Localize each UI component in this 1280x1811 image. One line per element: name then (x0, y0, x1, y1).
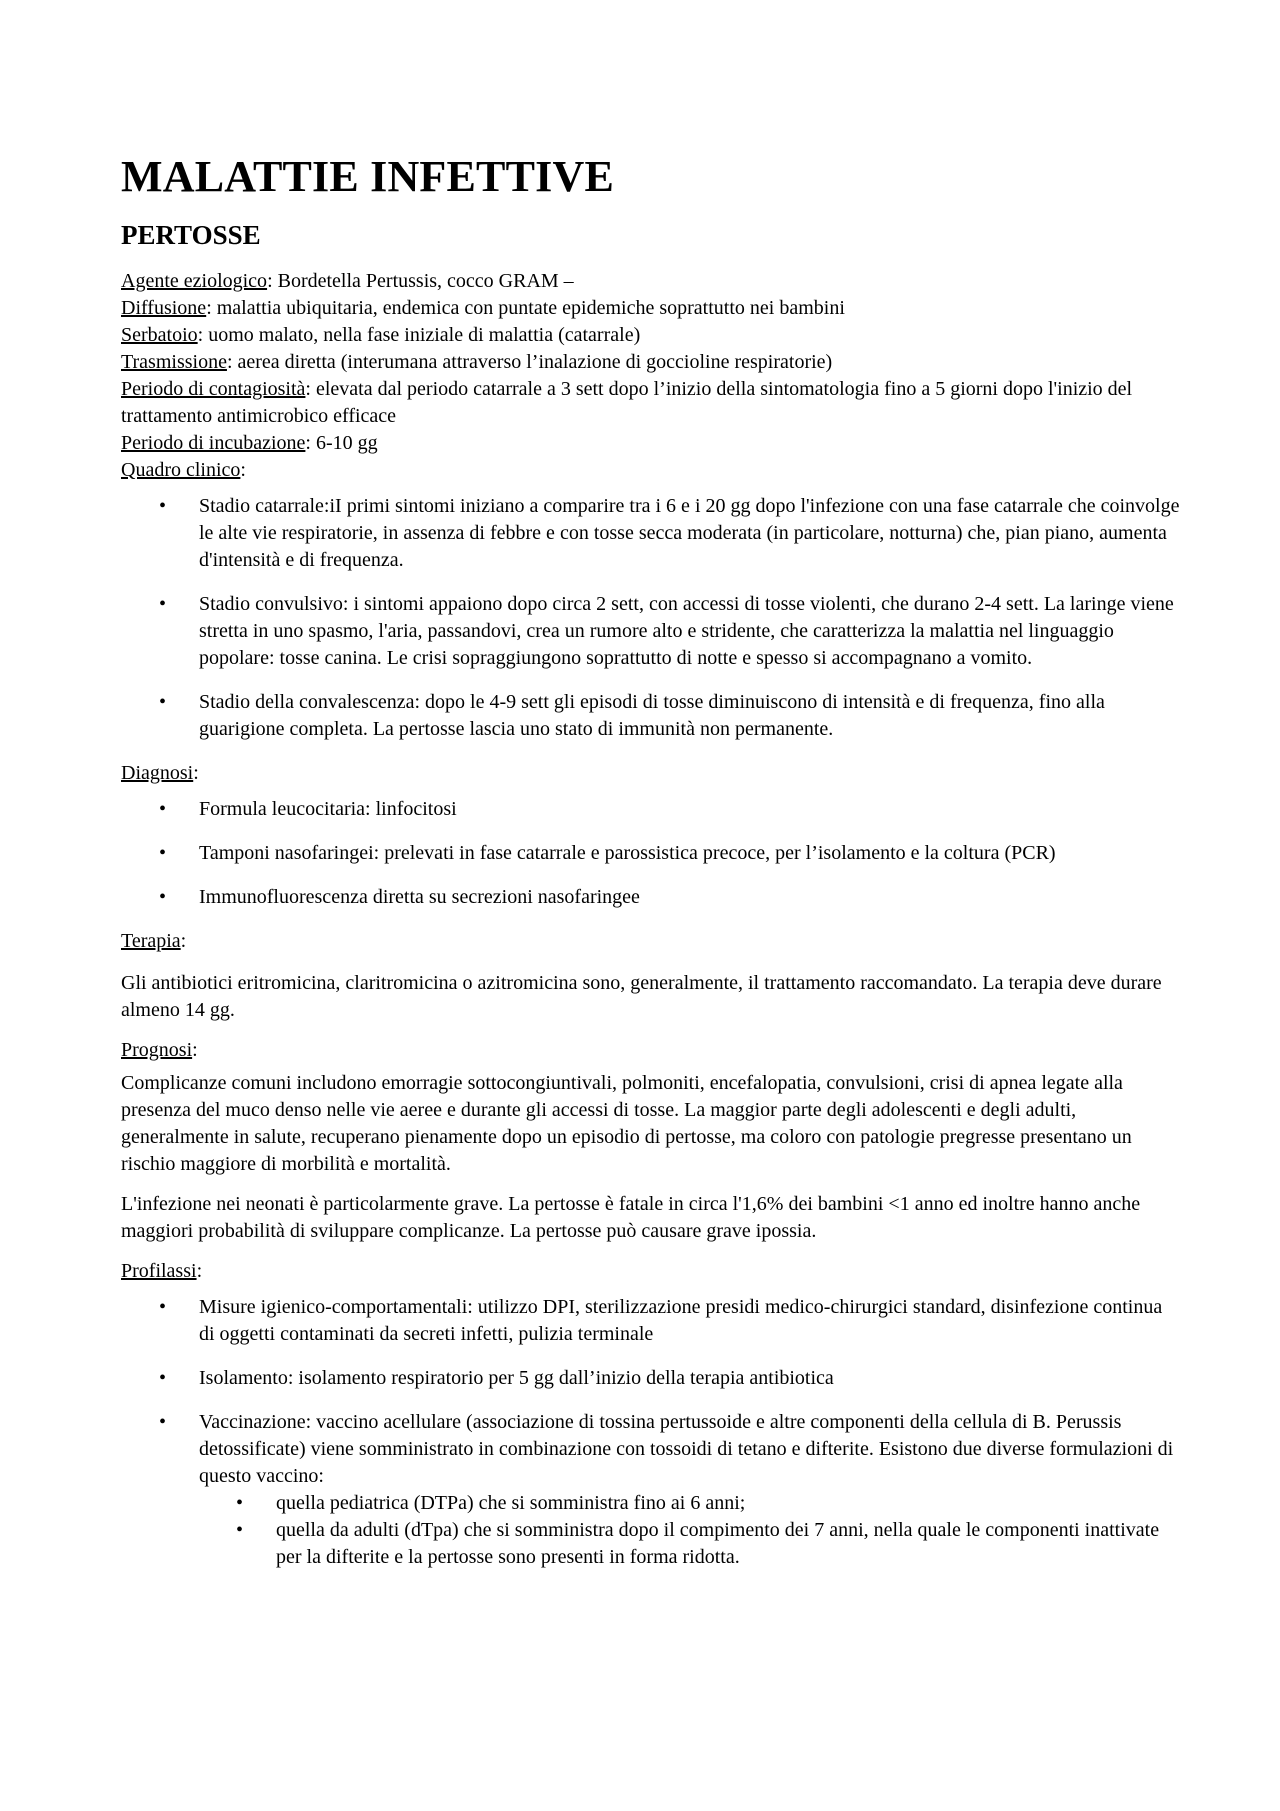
list-item: • Tamponi nasofaringei: prelevati in fase catarrale e parossistica precoce, per l’isolamento e la coltura (PCR) (121, 840, 1181, 867)
field-trasmissione (121, 349, 1181, 376)
field-serbatoio (121, 322, 1181, 349)
prognosi-paragraph: Complicanze comuni includono emorragie sottocongiuntivali, polmoniti, encefalopatia, convulsioni, crisi di apnea legate alla presenza del muco denso nelle vie aeree e durante gli accessi di tosse. La maggior parte degli adolescenti e degli adulti, generalmente in salute, recuperano pienamente dopo un episodio di pertosse, ma coloro con patologie pregresse presentano un rischio maggiore di morbilità e mortalità. (121, 1072, 1132, 1175)
section-title: PERTOSSE (121, 220, 261, 250)
bullet-icon: • (159, 1411, 167, 1433)
list-item: • Immunofluorescenza diretta su secrezioni nasofaringee (121, 884, 1181, 911)
field-label: Trasmissione (121, 351, 227, 373)
fields-block (121, 268, 1181, 484)
list-item: • Stadio catarrale:iI primi sintomi iniziano a comparire tra i 6 e i 20 gg dopo l'infezione con una fase catarrale che coinvolge le alte vie respiratorie, in assenza di febbre e con tosse secca moderata (in particolare, notturna) che, pian piano, aumenta d'intensità e di frequenza. (159, 495, 1180, 571)
field-value: : aerea diretta (interumana attraverso l’inalazione di goccioline respiratorie) (226, 351, 833, 373)
field-value: : uomo malato, nella fase iniziale di malattia (catarrale) (197, 324, 641, 346)
bullet-icon: • (159, 593, 167, 615)
list-item: • Isolamento: isolamento respiratorio per 5 gg dall’inizio della terapia antibiotica (121, 1365, 1181, 1392)
bullet-icon: • (159, 691, 167, 713)
bullet-icon: • (236, 1492, 244, 1514)
prognosi-paragraph: L'infezione nei neonati è particolarmente grave. La pertosse è fatale in circa l'1,6% dei bambini <1 anno ed inoltre hanno anche maggiori probabilità di sviluppare complicanze. La pertosse può causare grave ipossia. (121, 1193, 1141, 1242)
bullet-icon: • (159, 1367, 167, 1389)
terapia-heading: Terapia: (121, 930, 187, 952)
field-diffusione (121, 295, 1181, 322)
field-label: Diffusione (121, 297, 207, 319)
bullet-icon: • (236, 1519, 244, 1541)
field-value: : (240, 459, 246, 481)
field-value: : 6-10 gg (305, 432, 378, 454)
profilassi-heading: Profilassi: (121, 1260, 203, 1282)
terapia-text: Gli antibiotici eritromicina, claritromicina o azitromicina sono, generalmente, il trattamento raccomandato. La terapia deve durare almeno 14 gg. (121, 972, 1162, 1021)
bullet-icon: • (159, 886, 167, 908)
field-label: Quadro clinico (121, 459, 241, 481)
field-incubazione (121, 430, 1181, 457)
bullet-icon: • (159, 798, 167, 820)
prognosi-heading: Prognosi: (121, 1039, 198, 1061)
field-label: Periodo di contagiosità (121, 378, 306, 400)
field-label: Agente eziologico (121, 270, 268, 292)
field-agente (121, 268, 1181, 295)
profilassi-list (121, 1294, 1181, 1571)
field-label: Periodo di incubazione (121, 432, 306, 454)
list-item: • Stadio convulsivo: i sintomi appaiono dopo circa 2 sett, con accessi di tosse violenti, che durano 2-4 sett. La laringe viene stretta in uno spasmo, l'aria, passandovi, crea un rumore alto e stridente, che caratterizza la malattia nel linguaggio popolare: tosse canina. Le crisi sopraggiungono soprattutto di notte e spesso si accompagnano a vomito. (159, 593, 1174, 669)
quadro-clinico-list (121, 493, 1181, 743)
page-title: MALATTIE INFETTIVE (121, 152, 614, 201)
bullet-icon: • (159, 1296, 167, 1318)
bullet-icon: • (159, 495, 167, 517)
list-item: • quella pediatrica (DTPa) che si somministra fino ai 6 anni; (121, 1490, 1181, 1517)
field-value: : malattia ubiquitaria, endemica con puntate epidemiche soprattutto nei bambini (206, 297, 845, 319)
field-value: : Bordetella Pertussis, cocco GRAM – (267, 270, 574, 292)
field-label: Serbatoio (121, 324, 198, 346)
diagnosi-list (121, 796, 1181, 911)
bullet-icon: • (159, 842, 167, 864)
list-item: • Misure igienico-comportamentali: utilizzo DPI, sterilizzazione presidi medico-chirurgici standard, disinfezione continua di oggetti contaminati da secreti infetti, pulizia terminale (159, 1296, 1163, 1345)
vaccine-sublist (199, 1490, 1181, 1571)
list-item: • Stadio della convalescenza: dopo le 4-9 sett gli episodi di tosse diminuiscono di intensità e di frequenza, fino alla guarigione completa. La pertosse lascia uno stato di immunità non permanente. (159, 691, 1105, 740)
list-item: • Vaccinazione: vaccino acellulare (associazione di tossina pertussoide e altre componenti della cellula di B. Perussis detossificate) viene somministrato in combinazione con tossoidi di tetano e difterite. Esistono due diverse formulazioni di questo vaccino: • quella pediatrica (DTPa) che si somministra fino ai 6 anni; • quella da adulti (dTpa) che si somministra dopo il compimento dei 7 anni, nella quale le componenti inattivate per la difterite e la pertosse sono presenti in forma ridotta. (121, 1409, 1181, 1571)
diagnosi-heading: Diagnosi: (121, 762, 199, 784)
field-value: : elevata dal periodo catarrale a 3 sett dopo l’inizio della sintomatologia fino a 5 giorni dopo l'inizio del trattamento antimicrobico efficace (121, 378, 1133, 427)
document-page (121, 150, 1181, 1588)
list-item: • quella da adulti (dTpa) che si somministra dopo il compimento dei 7 anni, nella quale le componenti inattivate per la difterite e la pertosse sono presenti in forma ridotta. (236, 1519, 1160, 1568)
field-contagiosita (121, 376, 1181, 430)
field-quadro-clinico (121, 457, 1181, 484)
list-item: • Formula leucocitaria: linfocitosi (121, 796, 1181, 823)
